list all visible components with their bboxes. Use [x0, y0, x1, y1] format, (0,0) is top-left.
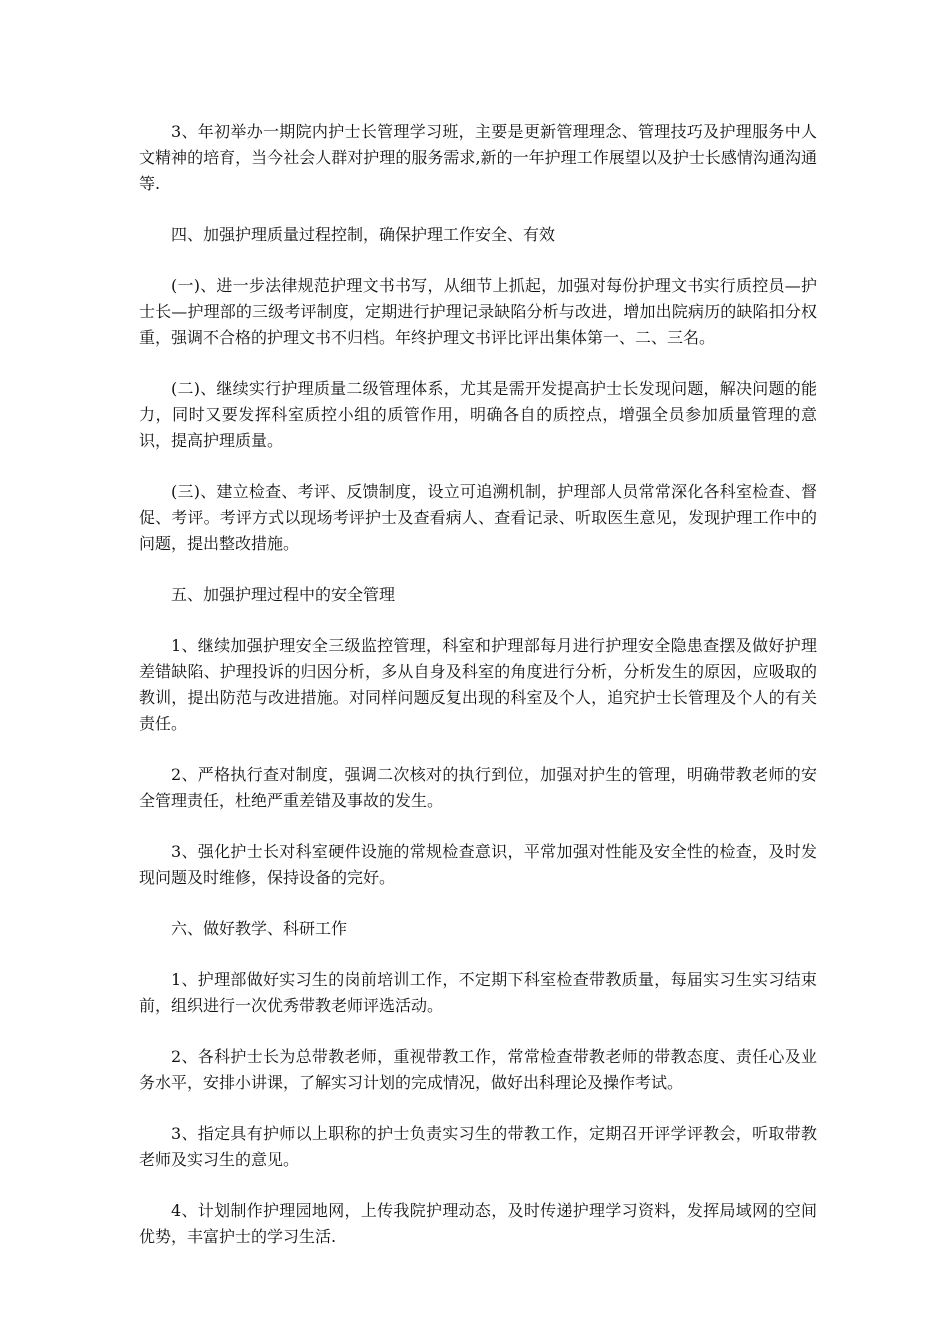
paragraph: 3、指定具有护师以上职称的护士负责实习生的带教工作，定期召开评学评教会，听取带教老师及实习生的意见。 — [139, 1124, 817, 1169]
paragraph: (二)、继续实行护理质量二级管理体系，尤其是需开发提高护士长发现问题，解决问题的能力，同时又要发挥科室质控小组的质管作用，明确各自的质控点，增强全员参加质量管理的意识，提高护理质量。 — [139, 379, 817, 450]
section-heading: 四、加强护理质量过程控制，确保护理工作安全、有效 — [171, 225, 556, 244]
paragraph: 2、严格执行查对制度，强调二次核对的执行到位，加强对护生的管理，明确带教老师的安全管理责任，杜绝严重差错及事故的发生。 — [139, 765, 817, 810]
paragraph: (三)、建立检查、考评、反馈制度，设立可追溯机制，护理部人员常常深化各科室检查、督促、考评。考评方式以现场考评护士及查看病人、查看记录、听取医生意见，发现护理工作中的问题，提出整改措施。 — [139, 482, 817, 553]
paragraph: 3、强化护士长对科室硬件设施的常规检查意识，平常加强对性能及安全性的检查，及时发现问题及时维修，保持设备的完好。 — [139, 842, 817, 887]
section-heading: 六、做好教学、科研工作 — [171, 919, 348, 938]
paragraph: 4、计划制作护理园地网，上传我院护理动态，及时传递护理学习资料，发挥局域网的空间优势，丰富护士的学习生活. — [139, 1201, 817, 1246]
paragraph: 2、各科护士长为总带教老师，重视带教工作，常常检查带教老师的带教态度、责任心及业务水平，安排小讲课，了解实习计划的完成情况，做好出科理论及操作考试。 — [139, 1047, 817, 1092]
section-heading: 五、加强护理过程中的安全管理 — [171, 585, 396, 604]
paragraph: (一)、进一步法律规范护理文书书写，从细节上抓起，加强对每份护理文书实行质控员—护士长—护理部的三级考评制度，定期进行护理记录缺陷分析与改进，增加出院病历的缺陷扣分权重，强调不合格的护理文书不归档。年终护理文书评比评出集体第一、二、三名。 — [139, 276, 817, 347]
paragraph: 1、护理部做好实习生的岗前培训工作，不定期下科室检查带教质量，每届实习生实习结束前，组织进行一次优秀带教老师评选活动。 — [139, 970, 817, 1015]
paragraph: 3、年初举办一期院内护士长管理学习班，主要是更新管理理念、管理技巧及护理服务中人文精神的培育，当今社会人群对护理的服务需求,新的一年护理工作展望以及护士长感情沟通沟通等. — [139, 122, 817, 193]
document-body — [139, 119, 817, 1250]
paragraph: 1、继续加强护理安全三级监控管理，科室和护理部每月进行护理安全隐患查摆及做好护理差错缺陷、护理投诉的归因分析，多从自身及科室的角度进行分析，分析发生的原因，应吸取的教训，提出防范与改进措施。对同样问题反复出现的科室及个人，追究护士长管理及个人的有关责任。 — [139, 636, 817, 733]
